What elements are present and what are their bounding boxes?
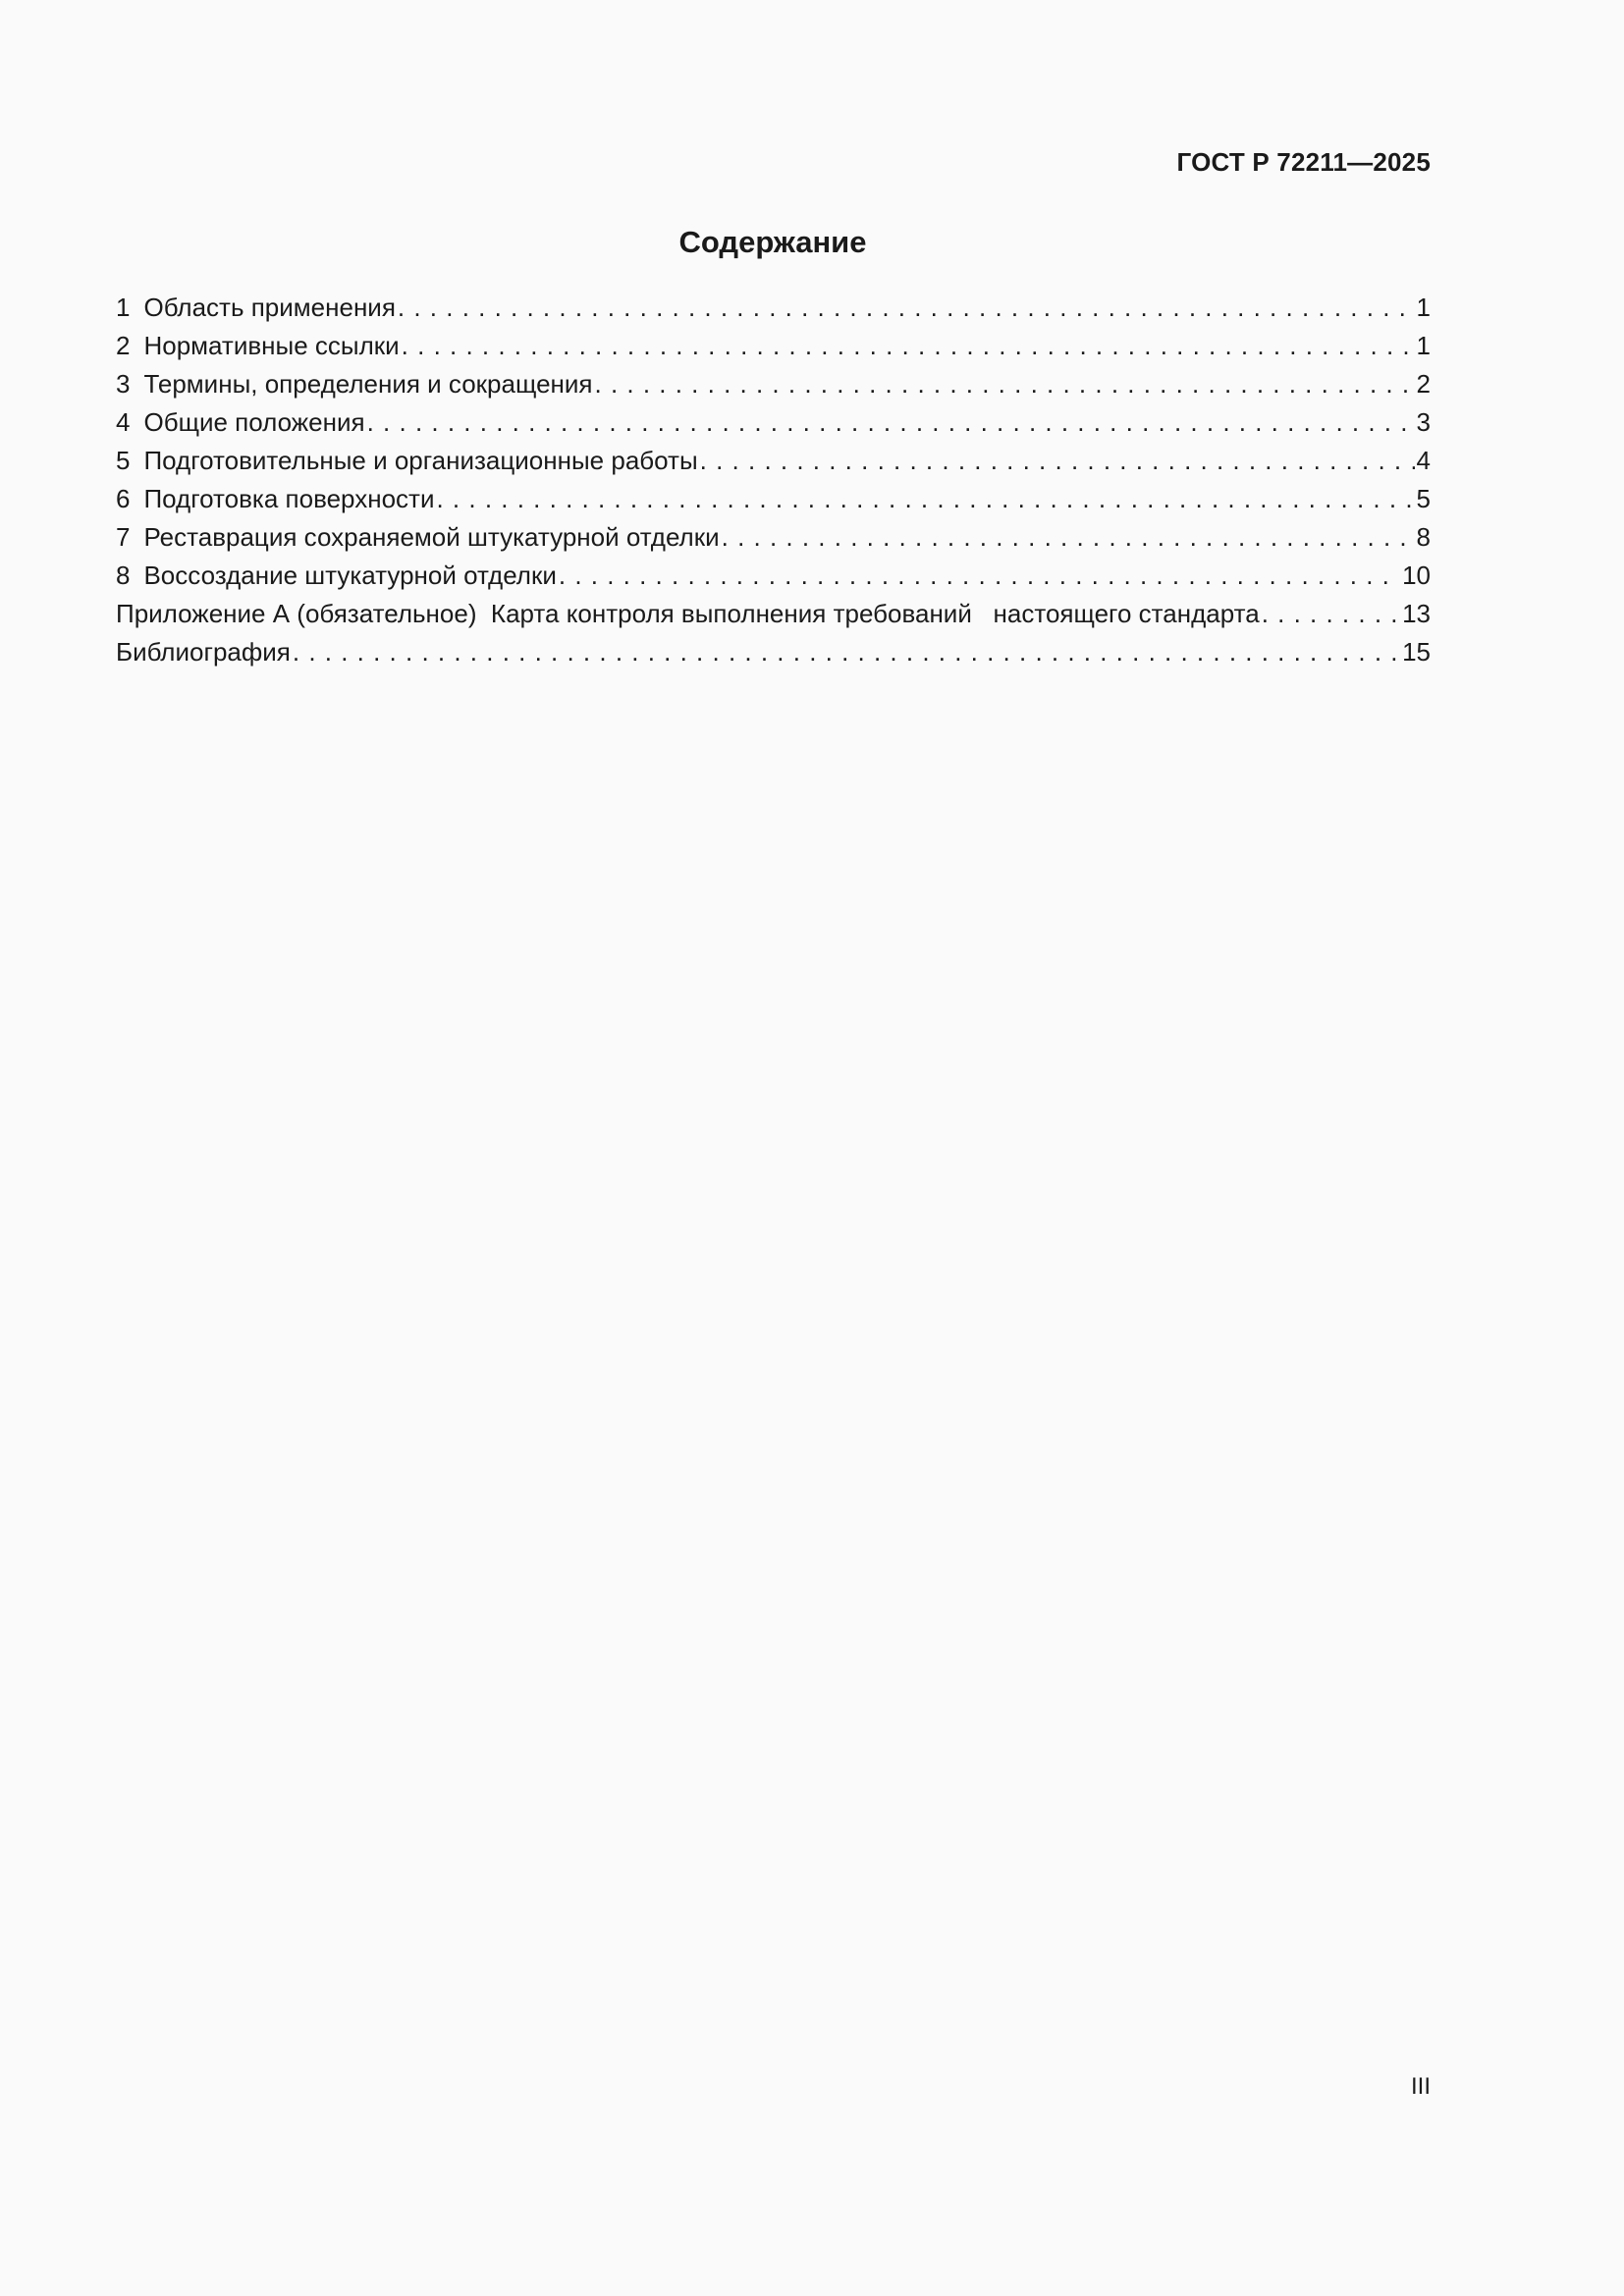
toc-entry-page: 4 — [1416, 446, 1431, 475]
toc-entry-title: Библиография — [116, 637, 291, 667]
toc-entry-page: 2 — [1416, 369, 1431, 399]
toc-entry-title: Подготовка поверхности — [143, 484, 435, 513]
toc-entry-page: 3 — [1416, 407, 1431, 437]
toc-dot-leader — [595, 365, 1415, 403]
toc-entry-number: 3 — [116, 369, 131, 399]
toc-entry-page: 1 — [1416, 331, 1431, 360]
toc-dot-leader — [367, 403, 1415, 442]
toc-entry[interactable] — [116, 442, 1431, 480]
toc-entry[interactable] — [116, 289, 1431, 327]
toc-dot-leader — [700, 442, 1415, 480]
toc-dot-leader — [402, 327, 1415, 365]
toc-entry-number: 1 — [116, 293, 131, 322]
toc-entry-number: 8 — [116, 561, 131, 590]
toc-dot-leader — [1262, 595, 1400, 633]
toc-dot-leader — [398, 289, 1415, 327]
toc-entry[interactable] — [116, 403, 1431, 442]
toc-entry[interactable] — [116, 327, 1431, 365]
toc-title: Содержание — [678, 225, 867, 259]
toc-dot-leader — [293, 633, 1400, 671]
toc-entry[interactable] — [116, 518, 1431, 557]
toc-entry[interactable] — [116, 480, 1431, 518]
toc-entry-page: 5 — [1416, 484, 1431, 513]
toc-entry-title: Нормативные ссылки — [143, 331, 400, 360]
toc-entry-number: 7 — [116, 522, 131, 552]
toc-entry-title: Воссоздание штукатурной отделки — [143, 561, 557, 590]
toc-entry-title: Область применения — [143, 293, 396, 322]
toc-entry-page: 10 — [1402, 561, 1431, 590]
toc-entry-page: 13 — [1402, 599, 1431, 628]
table-of-contents — [116, 289, 1431, 671]
toc-entry-title: Приложение А (обязательное) Карта контроля выполнения требований настоящего стандарта — [116, 599, 1260, 628]
toc-entry-page: 1 — [1416, 293, 1431, 322]
toc-entry-number: 2 — [116, 331, 131, 360]
toc-entry[interactable] — [116, 557, 1431, 595]
toc-entry-title: Подготовительные и организационные работы — [143, 446, 698, 475]
toc-dot-leader — [559, 557, 1400, 595]
toc-entry-number: 4 — [116, 407, 131, 437]
toc-entry-page: 15 — [1402, 637, 1431, 667]
toc-entry-page: 8 — [1416, 522, 1431, 552]
page-number: III — [1410, 2073, 1431, 2100]
toc-dot-leader — [722, 518, 1415, 557]
toc-entry-title: Общие положения — [143, 407, 365, 437]
toc-entry-title: Реставрация сохраняемой штукатурной отделки — [143, 522, 720, 552]
toc-entry[interactable] — [116, 365, 1431, 403]
toc-entry-number: 5 — [116, 446, 131, 475]
toc-dot-leader — [436, 480, 1414, 518]
toc-entry-title: Термины, определения и сокращения — [143, 369, 593, 399]
document-code: ГОСТ Р 72211—2025 — [1176, 147, 1431, 177]
toc-entry-bibliography[interactable] — [116, 633, 1431, 671]
toc-entry-appendix[interactable] — [116, 595, 1431, 633]
toc-entry-number: 6 — [116, 484, 131, 513]
